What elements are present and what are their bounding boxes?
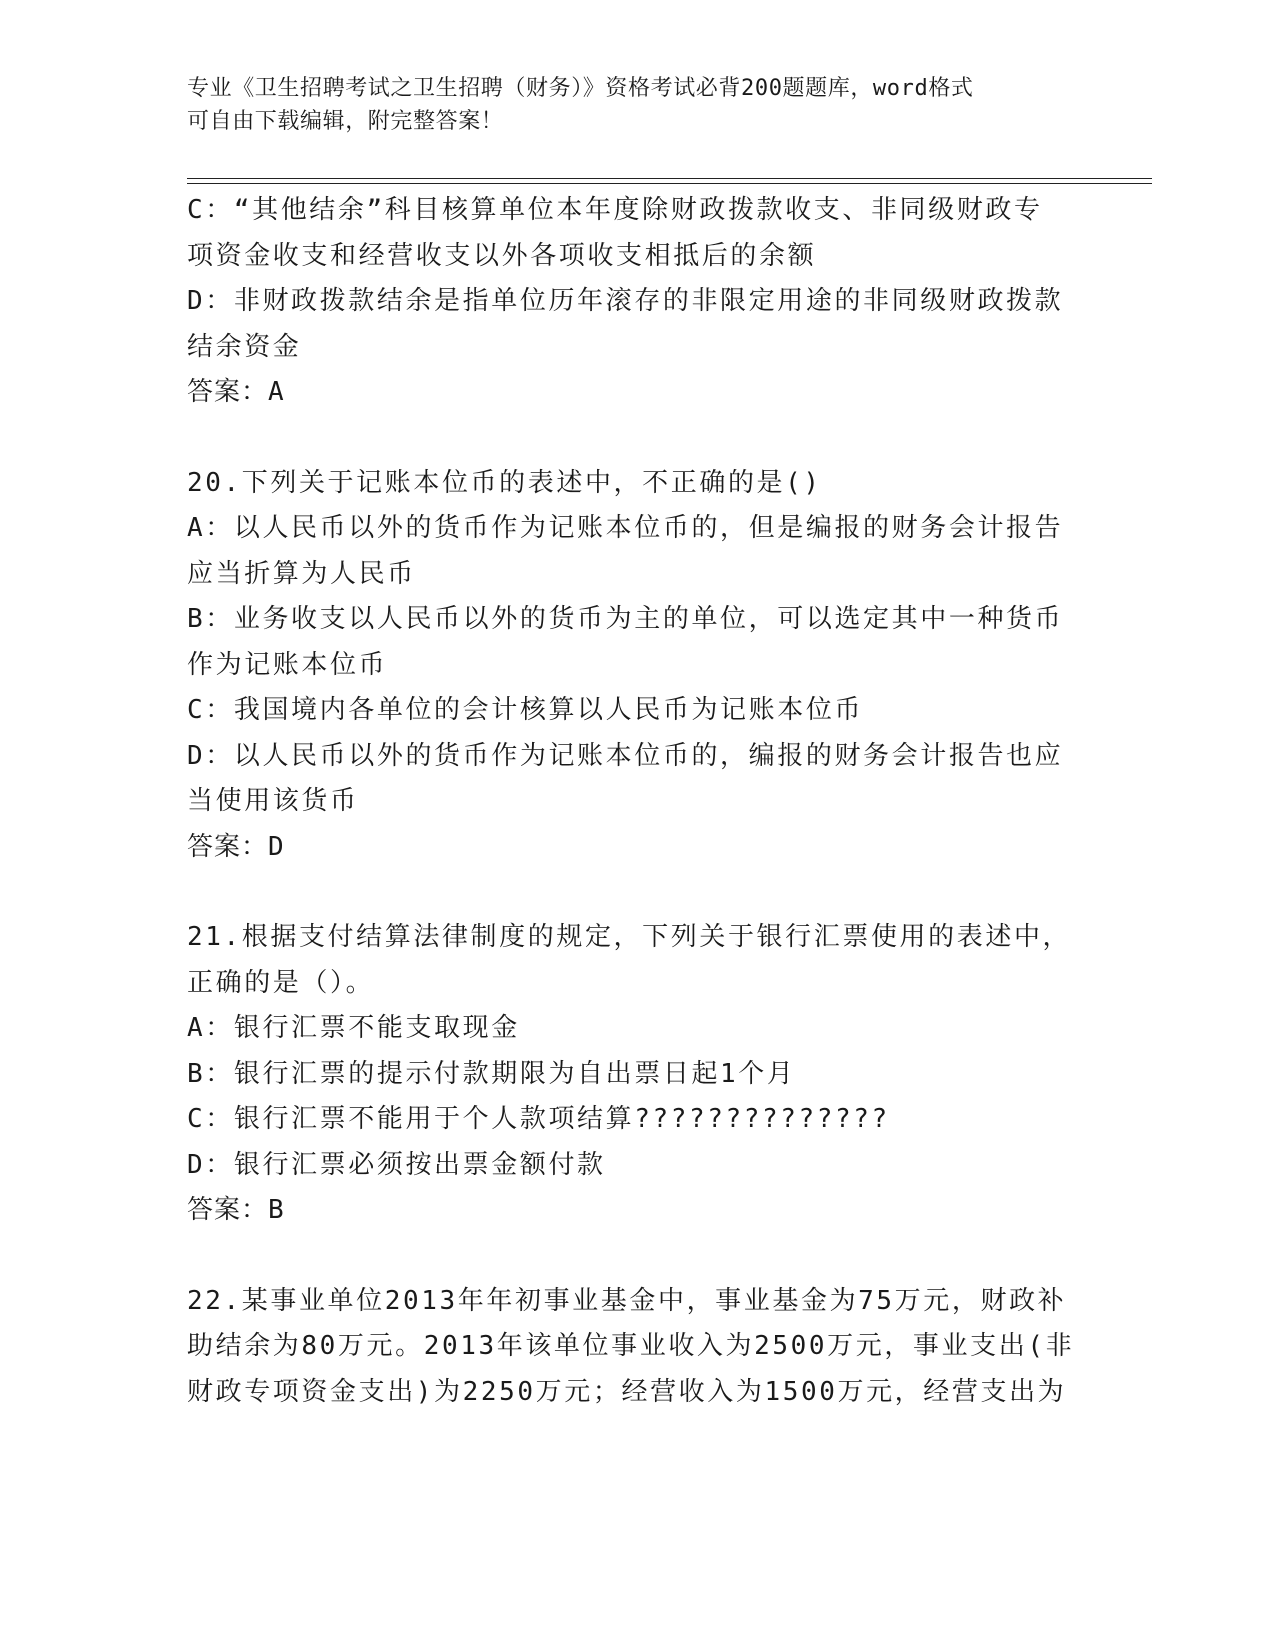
- option-d: D：银行汇票必须按出票金额付款: [187, 1149, 606, 1180]
- document-body: [187, 188, 1087, 1415]
- option-a: A：银行汇票不能支取现金: [187, 1013, 520, 1043]
- option-c: C：银行汇票不能用于个人款项结算??????????????: [187, 1104, 890, 1134]
- option-a-line-1: A：以人民币以外的货币作为记账本位币的，但是编报的财务会计报告: [187, 513, 1064, 543]
- question-stem-line-2: 助结余为80万元。2013年该单位事业收入为2500万元，事业支出(非: [187, 1331, 1075, 1361]
- header-double-rule: [187, 178, 1152, 184]
- question-stem-line-2: 正确的是（）。: [187, 967, 375, 998]
- answer: 答案：D: [187, 831, 285, 862]
- option-c: C：我国境内各单位的会计核算以人民币为记账本位币: [187, 695, 864, 725]
- option-b-line-1: B：业务收支以人民币以外的货币为主的单位，可以选定其中一种货币: [187, 604, 1064, 634]
- option-d-line-1: D：以人民币以外的货币作为记账本位币的，编报的财务会计报告也应: [187, 740, 1064, 771]
- header-line-1: 专业《卫生招聘考试之卫生招聘（财务）》资格考试必背200题题库，word格式: [187, 76, 974, 101]
- page-header: [187, 72, 1087, 138]
- question-22: [187, 1279, 1087, 1416]
- option-d-line-2: 结余资金: [187, 331, 302, 362]
- option-c-line-1: C：“其他结余”科目核算单位本年度除财政拨款收支、非同级财政专: [187, 195, 1043, 225]
- question-stem-line-3: 财政专项资金支出)为2250万元；经营收入为1500万元，经营支出为: [187, 1376, 1067, 1407]
- option-b-line-2: 作为记账本位币: [187, 649, 388, 680]
- question-stem: 20.下列关于记账本位币的表述中，不正确的是(): [187, 467, 822, 498]
- question-spacer: [187, 870, 1087, 915]
- option-a-line-2: 应当折算为人民币: [187, 558, 416, 589]
- question-20: [187, 461, 1087, 871]
- option-d-line-2: 当使用该货币: [187, 786, 359, 816]
- question-21: [187, 915, 1087, 1234]
- question-stem-line-1: 21.根据支付结算法律制度的规定，下列关于银行汇票使用的表述中，: [187, 922, 1072, 952]
- option-d-line-1: D：非财政拨款结余是指单位历年滚存的非限定用途的非同级财政拨款: [187, 286, 1064, 316]
- answer: 答案：B: [187, 1195, 285, 1225]
- option-b: B：银行汇票的提示付款期限为自出票日起1个月: [187, 1058, 796, 1089]
- question-stem-line-1: 22.某事业单位2013年年初事业基金中，事业基金为75万元，财政补: [187, 1285, 1067, 1316]
- answer: 答案：A: [187, 377, 285, 407]
- question-spacer: [187, 1234, 1087, 1279]
- header-line-2: 可自由下载编辑，附完整答案！: [187, 109, 504, 134]
- question-19-continued: [187, 188, 1087, 416]
- question-spacer: [187, 416, 1087, 461]
- option-c-line-2: 项资金收支和经营收支以外各项收支相抵后的余额: [187, 240, 817, 271]
